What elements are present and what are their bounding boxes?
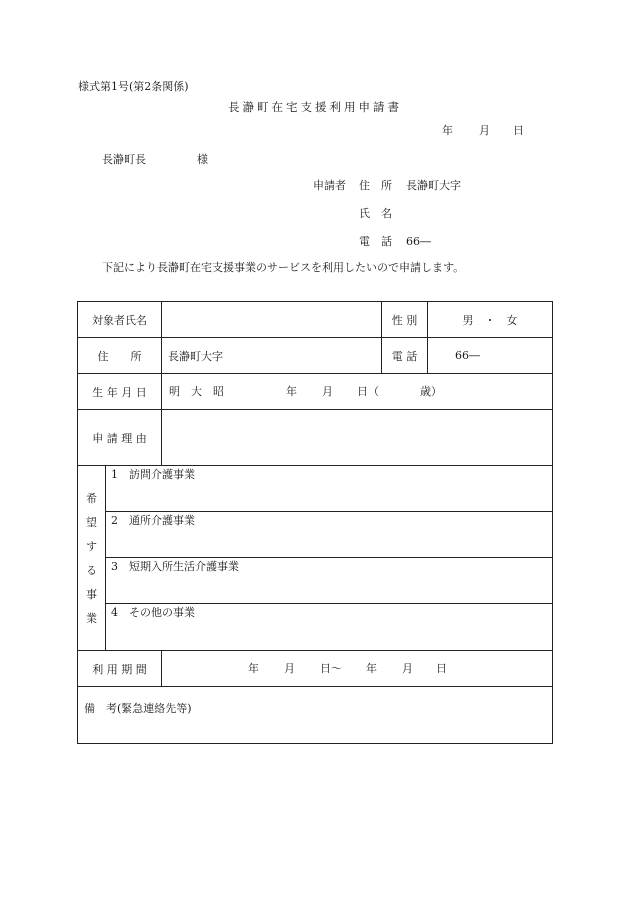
document-title: 長瀞町在宅支援利用申請書 bbox=[228, 100, 402, 114]
period-start-day: 日〜 bbox=[320, 662, 342, 675]
row-usage-period bbox=[78, 651, 553, 687]
service-option-short-stay[interactable] bbox=[106, 558, 553, 604]
phone-field[interactable]: 66― bbox=[428, 338, 553, 374]
period-start-year: 年 bbox=[248, 662, 259, 675]
dob-eras: 明 大 昭 bbox=[169, 385, 224, 398]
dob-day: 日（ bbox=[357, 385, 379, 398]
services-label-char: 希 bbox=[86, 492, 97, 505]
service-option-label: 3 短期入所生活介護事業 bbox=[111, 560, 239, 573]
period-end-year: 年 bbox=[366, 662, 377, 675]
dob-label: 生 年 月 日 bbox=[78, 374, 162, 410]
row-service-1 bbox=[78, 466, 553, 512]
applicant-address-label: 住 所 bbox=[359, 179, 392, 192]
application-table bbox=[77, 301, 553, 744]
service-option-home-care[interactable] bbox=[106, 466, 553, 512]
service-option-other[interactable] bbox=[106, 604, 553, 651]
row-remarks bbox=[78, 687, 553, 744]
applicant-name-label: 氏 名 bbox=[359, 207, 392, 220]
period-field[interactable] bbox=[162, 651, 553, 687]
form-number: 様式第1号(第2条関係) bbox=[78, 80, 189, 93]
applicant-phone-value[interactable]: 66― bbox=[406, 235, 431, 248]
period-end-month: 月 bbox=[402, 662, 413, 675]
subject-name-field[interactable] bbox=[162, 302, 382, 338]
gender-label: 性 別 bbox=[382, 302, 428, 338]
dob-age: 歳） bbox=[420, 385, 442, 398]
addressee: 長瀞町長 bbox=[102, 153, 146, 166]
subject-name-label: 対象者氏名 bbox=[78, 302, 162, 338]
row-service-3 bbox=[78, 558, 553, 604]
row-date-of-birth bbox=[78, 374, 553, 410]
address-label: 住 所 bbox=[78, 338, 162, 374]
service-option-label: 1 訪問介護事業 bbox=[111, 468, 195, 481]
applicant-label: 申請者 bbox=[313, 179, 346, 192]
reason-field[interactable] bbox=[162, 410, 553, 466]
row-service-2 bbox=[78, 512, 553, 558]
period-label: 利 用 期 間 bbox=[78, 651, 162, 687]
services-label-char: 業 bbox=[86, 612, 97, 625]
period-end-day: 日 bbox=[436, 662, 447, 675]
remarks-field[interactable] bbox=[78, 687, 553, 744]
row-address bbox=[78, 338, 553, 374]
services-label-char: す bbox=[86, 540, 97, 553]
addressee-suffix: 様 bbox=[197, 153, 208, 166]
services-label-char: 望 bbox=[86, 516, 97, 529]
dob-year: 年 bbox=[286, 385, 297, 398]
row-subject-name bbox=[78, 302, 553, 338]
service-option-day-care[interactable] bbox=[106, 512, 553, 558]
date-year-label: 年 bbox=[442, 124, 453, 137]
date-day-label: 日 bbox=[513, 124, 524, 137]
row-service-4 bbox=[78, 604, 553, 651]
address-field[interactable]: 長瀞町大字 bbox=[162, 338, 382, 374]
phone-label: 電 話 bbox=[382, 338, 428, 374]
date-month-label: 月 bbox=[479, 124, 490, 137]
row-reason bbox=[78, 410, 553, 466]
dob-field[interactable] bbox=[162, 374, 553, 410]
services-label-char: る bbox=[86, 564, 97, 577]
gender-options[interactable]: 男 ・ 女 bbox=[428, 302, 553, 338]
remarks-label: 備 考(緊急連絡先等) bbox=[84, 702, 192, 715]
dob-month: 月 bbox=[322, 385, 333, 398]
services-label-char: 事 bbox=[86, 588, 97, 601]
reason-label: 申 請 理 由 bbox=[78, 410, 162, 466]
service-option-label: 4 その他の事業 bbox=[111, 606, 195, 619]
applicant-address-value[interactable]: 長瀞町大字 bbox=[406, 179, 461, 192]
applicant-phone-label: 電 話 bbox=[359, 235, 392, 248]
services-label bbox=[78, 466, 106, 651]
intro-text: 下記により長瀞町在宅支援事業のサービスを利用したいので申請します。 bbox=[102, 261, 465, 274]
period-start-month: 月 bbox=[284, 662, 295, 675]
service-option-label: 2 通所介護事業 bbox=[111, 514, 195, 527]
